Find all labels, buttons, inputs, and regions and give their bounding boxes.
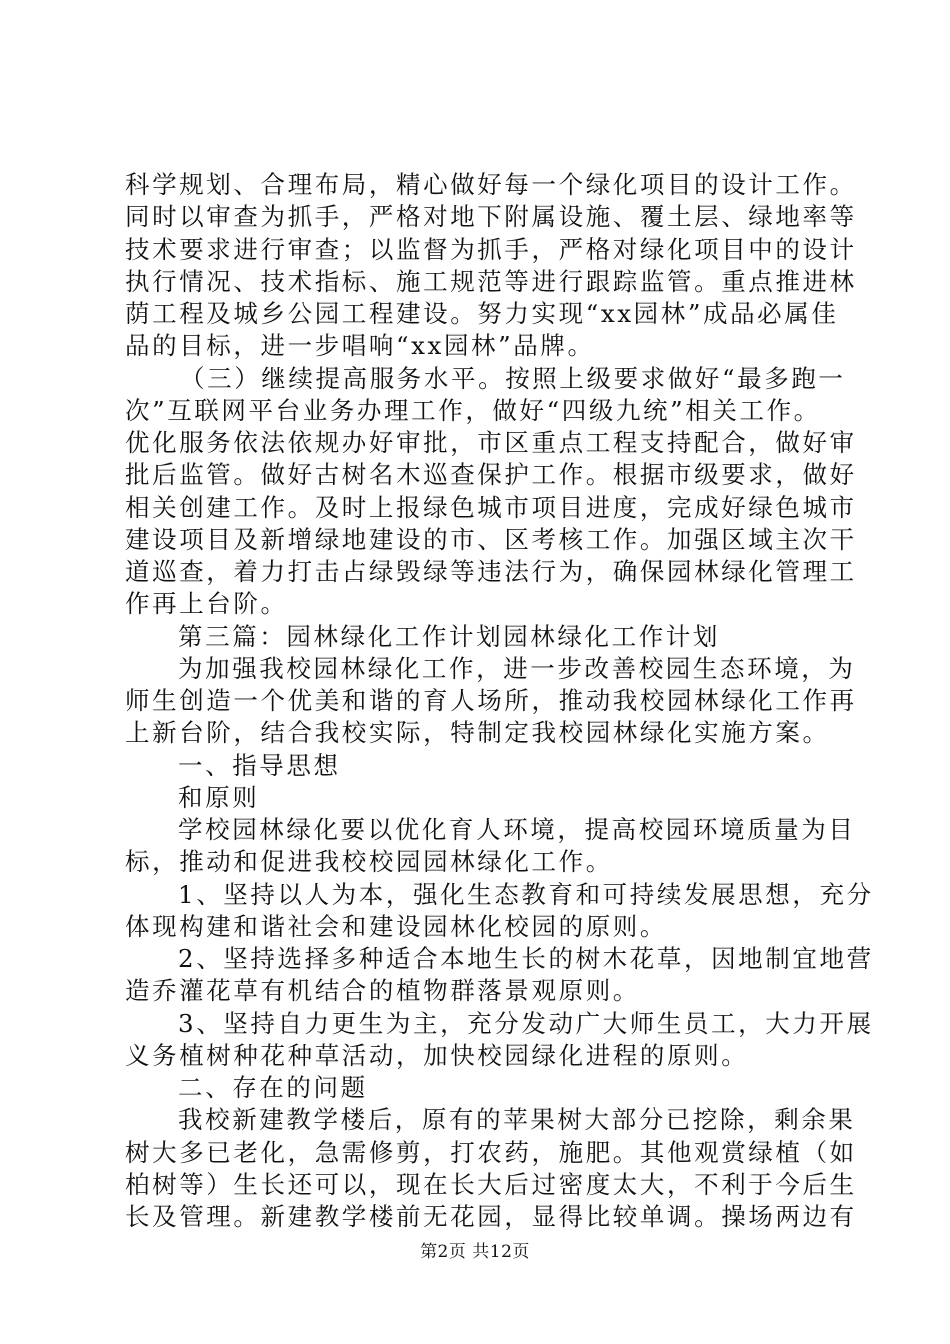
text-line: 我校新建教学楼后，原有的苹果树大部分已挖除，剩余果: [178, 1105, 856, 1135]
text-line: 执行情况、技术指标、施工规范等进行跟踪监管。重点推进林: [125, 266, 857, 296]
text-line: 道巡查，着力打击占绿毁绿等违法行为，确保园林绿化管理工: [125, 557, 857, 586]
text-line: 柏树等）生长还可以，现在长大后过密度太大，不利于今后生: [125, 1169, 857, 1199]
text-line: 为加强我校园林绿化工作，进一步改善校园生态环境，为: [178, 653, 856, 683]
text-line: 次”互联网平台业务办理工作，做好“四级九统”相关工作。: [125, 395, 821, 425]
text-line: 1、坚持以人为本，强化生态教育和可持续发展思想，充分: [178, 879, 874, 909]
subheading: 一、指导思想: [178, 750, 341, 780]
section-heading: 第三篇：园林绿化工作计划园林绿化工作计划: [178, 621, 720, 651]
text-line: 批后监管。做好古树名木巡查保护工作。根据市级要求，做好: [125, 460, 857, 490]
text-line: 品的目标，进一步唱响“xx园林”品牌。: [125, 331, 595, 361]
text-line: （三）继续提高服务水平。按照上级要求做好“最多跑一: [180, 363, 846, 393]
text-line: 体现构建和谐社会和建设园林化校园的原则。: [125, 911, 667, 941]
text-line: 科学规划、合理布局，精心做好每一个绿化项目的设计工作。: [125, 170, 857, 199]
text-line: 技术要求进行审查；以监督为抓手，严格对绿化项目中的设计: [125, 234, 857, 264]
text-line: 上新台阶，结合我校实际，特制定我校园林绿化实施方案。: [125, 718, 830, 748]
text-line: 建设项目及新增绿地建设的市、区考核工作。加强区域主次干: [125, 524, 857, 554]
text-line: 长及管理。新建教学楼前无花园，显得比较单调。操场两边有: [125, 1202, 857, 1231]
text-line: 作再上台阶。: [125, 589, 288, 619]
subheading: 和原则: [178, 782, 260, 812]
text-line: 造乔灌花草有机结合的植物群落景观原则。: [125, 976, 640, 1006]
text-line: 荫工程及城乡公园工程建设。努力实现“xx园林”成品必属佳: [125, 299, 839, 328]
text-line: 同时以审查为抓手，严格对地下附属设施、覆土层、绿地率等: [125, 202, 857, 232]
text-line: 学校园林绿化要以优化育人环境，提高校园环境质量为目: [178, 815, 856, 844]
page-number-footer: 第2页 共12页: [420, 1242, 530, 1262]
text-line: 相关创建工作。及时上报绿色城市项目进度，完成好绿色城市: [125, 492, 857, 522]
text-line: 师生创造一个优美和谐的育人场所，推动我校园林绿化工作再: [125, 686, 857, 715]
text-line: 优化服务依法依规办好审批，市区重点工程支持配合，做好审: [125, 428, 857, 457]
text-line: 标，推动和促进我校校园园林绿化工作。: [125, 847, 613, 877]
text-line: 义务植树种花种草活动，加快校园绿化进程的原则。: [125, 1040, 749, 1070]
subheading: 二、存在的问题: [178, 1073, 368, 1102]
text-line: 树大多已老化，急需修剪，打农药，施肥。其他观赏绿植（如: [125, 1137, 857, 1167]
text-line: 2、坚持选择多种适合本地生长的树木花草，因地制宜地营: [178, 944, 874, 973]
text-line: 3、坚持自力更生为主，充分发动广大师生员工，大力开展: [178, 1008, 874, 1038]
